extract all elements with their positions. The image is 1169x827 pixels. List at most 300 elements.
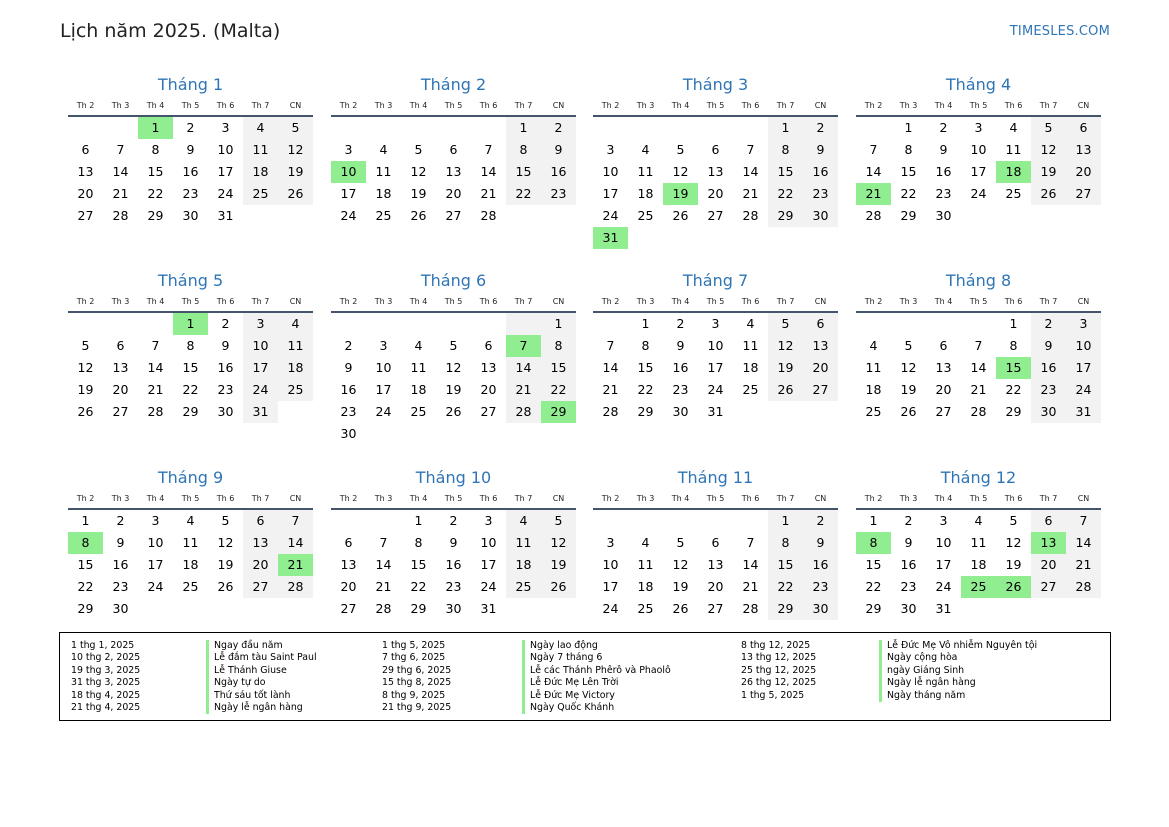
day-cell[interactable]: 15 bbox=[182, 360, 199, 375]
day-cell[interactable]: 16 bbox=[445, 557, 462, 572]
day-cell[interactable]: 22 bbox=[768, 576, 803, 598]
day-cell[interactable]: 2 bbox=[803, 117, 838, 139]
day-cell[interactable]: 3 bbox=[606, 142, 615, 157]
day-cell[interactable]: 3 bbox=[151, 513, 160, 528]
day-cell[interactable]: 12 bbox=[217, 535, 234, 550]
day-cell[interactable]: 1 bbox=[641, 316, 650, 331]
day-cell[interactable]: 12 bbox=[445, 360, 462, 375]
day-cell[interactable]: 14 bbox=[480, 164, 497, 179]
day-cell[interactable]: 11 bbox=[865, 360, 882, 375]
day-cell[interactable]: 22 bbox=[768, 183, 803, 205]
day-cell[interactable]: 16 bbox=[803, 161, 838, 183]
day-cell[interactable]: 24 bbox=[1066, 379, 1101, 401]
day-cell[interactable]: 26 bbox=[541, 576, 576, 598]
day-cell[interactable]: 28 bbox=[742, 601, 759, 616]
day-cell[interactable]: 26 bbox=[410, 208, 427, 223]
day-cell[interactable]: 16 bbox=[935, 164, 952, 179]
holiday-day-cell[interactable]: 1 bbox=[138, 117, 173, 139]
day-cell[interactable]: 23 bbox=[1031, 379, 1066, 401]
day-cell[interactable]: 9 bbox=[676, 338, 685, 353]
day-cell[interactable]: 24 bbox=[480, 579, 497, 594]
day-cell[interactable]: 1 bbox=[869, 513, 878, 528]
day-cell[interactable]: 13 bbox=[707, 164, 724, 179]
day-cell[interactable]: 13 bbox=[707, 557, 724, 572]
day-cell[interactable]: 29 bbox=[637, 404, 654, 419]
day-cell[interactable]: 16 bbox=[1031, 357, 1066, 379]
day-cell[interactable]: 19 bbox=[410, 186, 427, 201]
day-cell[interactable]: 16 bbox=[217, 360, 234, 375]
day-cell[interactable]: 2 bbox=[939, 120, 948, 135]
day-cell[interactable]: 17 bbox=[147, 557, 164, 572]
day-cell[interactable]: 4 bbox=[641, 535, 650, 550]
day-cell[interactable]: 2 bbox=[344, 338, 353, 353]
day-cell[interactable]: 4 bbox=[1009, 120, 1018, 135]
day-cell[interactable]: 24 bbox=[602, 208, 619, 223]
day-cell[interactable]: 5 bbox=[904, 338, 913, 353]
day-cell[interactable]: 11 bbox=[506, 532, 541, 554]
day-cell[interactable]: 3 bbox=[484, 513, 493, 528]
day-cell[interactable]: 6 bbox=[449, 142, 458, 157]
day-cell[interactable]: 13 bbox=[1066, 139, 1101, 161]
day-cell[interactable]: 30 bbox=[340, 426, 357, 441]
day-cell[interactable]: 30 bbox=[935, 208, 952, 223]
day-cell[interactable]: 28 bbox=[1066, 576, 1101, 598]
day-cell[interactable]: 17 bbox=[480, 557, 497, 572]
day-cell[interactable]: 8 bbox=[151, 142, 160, 157]
day-cell[interactable]: 24 bbox=[340, 208, 357, 223]
day-cell[interactable]: 12 bbox=[541, 532, 576, 554]
day-cell[interactable]: 26 bbox=[445, 404, 462, 419]
day-cell[interactable]: 19 bbox=[445, 382, 462, 397]
day-cell[interactable]: 3 bbox=[974, 120, 983, 135]
day-cell[interactable]: 26 bbox=[768, 379, 803, 401]
day-cell[interactable]: 11 bbox=[243, 139, 278, 161]
day-cell[interactable]: 1 bbox=[904, 120, 913, 135]
day-cell[interactable]: 15 bbox=[637, 360, 654, 375]
day-cell[interactable]: 24 bbox=[602, 601, 619, 616]
day-cell[interactable]: 11 bbox=[970, 535, 987, 550]
day-cell[interactable]: 5 bbox=[676, 535, 685, 550]
day-cell[interactable]: 3 bbox=[939, 513, 948, 528]
day-cell[interactable]: 5 bbox=[541, 510, 576, 532]
day-cell[interactable]: 21 bbox=[112, 186, 129, 201]
day-cell[interactable]: 10 bbox=[480, 535, 497, 550]
day-cell[interactable]: 7 bbox=[974, 338, 983, 353]
day-cell[interactable]: 27 bbox=[1066, 183, 1101, 205]
day-cell[interactable]: 25 bbox=[182, 579, 199, 594]
day-cell[interactable]: 28 bbox=[506, 401, 541, 423]
day-cell[interactable]: 2 bbox=[221, 316, 230, 331]
day-cell[interactable]: 24 bbox=[375, 404, 392, 419]
day-cell[interactable]: 3 bbox=[221, 120, 230, 135]
day-cell[interactable]: 13 bbox=[445, 164, 462, 179]
day-cell[interactable]: 29 bbox=[865, 601, 882, 616]
day-cell[interactable]: 29 bbox=[182, 404, 199, 419]
day-cell[interactable]: 8 bbox=[186, 338, 195, 353]
day-cell[interactable]: 12 bbox=[278, 139, 313, 161]
day-cell[interactable]: 26 bbox=[672, 601, 689, 616]
day-cell[interactable]: 30 bbox=[672, 404, 689, 419]
day-cell[interactable]: 13 bbox=[243, 532, 278, 554]
day-cell[interactable]: 27 bbox=[77, 208, 94, 223]
day-cell[interactable]: 25 bbox=[1005, 186, 1022, 201]
day-cell[interactable]: 26 bbox=[77, 404, 94, 419]
day-cell[interactable]: 9 bbox=[344, 360, 353, 375]
day-cell[interactable]: 17 bbox=[340, 186, 357, 201]
day-cell[interactable]: 7 bbox=[869, 142, 878, 157]
day-cell[interactable]: 12 bbox=[768, 335, 803, 357]
holiday-day-cell[interactable]: 31 bbox=[593, 227, 628, 249]
day-cell[interactable]: 8 bbox=[541, 335, 576, 357]
day-cell[interactable]: 18 bbox=[375, 186, 392, 201]
day-cell[interactable]: 9 bbox=[221, 338, 230, 353]
day-cell[interactable]: 11 bbox=[375, 164, 392, 179]
day-cell[interactable]: 9 bbox=[939, 142, 948, 157]
day-cell[interactable]: 19 bbox=[77, 382, 94, 397]
day-cell[interactable]: 9 bbox=[803, 532, 838, 554]
day-cell[interactable]: 19 bbox=[278, 161, 313, 183]
day-cell[interactable]: 20 bbox=[1031, 554, 1066, 576]
day-cell[interactable]: 23 bbox=[803, 183, 838, 205]
day-cell[interactable]: 14 bbox=[375, 557, 392, 572]
day-cell[interactable]: 18 bbox=[243, 161, 278, 183]
day-cell[interactable]: 17 bbox=[1066, 357, 1101, 379]
day-cell[interactable]: 16 bbox=[541, 161, 576, 183]
day-cell[interactable]: 28 bbox=[865, 208, 882, 223]
day-cell[interactable]: 29 bbox=[77, 601, 94, 616]
day-cell[interactable]: 1 bbox=[506, 117, 541, 139]
day-cell[interactable]: 20 bbox=[803, 357, 838, 379]
day-cell[interactable]: 17 bbox=[243, 357, 278, 379]
day-cell[interactable]: 5 bbox=[1009, 513, 1018, 528]
day-cell[interactable]: 13 bbox=[803, 335, 838, 357]
day-cell[interactable]: 10 bbox=[243, 335, 278, 357]
day-cell[interactable]: 19 bbox=[217, 557, 234, 572]
day-cell[interactable]: 14 bbox=[742, 164, 759, 179]
day-cell[interactable]: 23 bbox=[935, 186, 952, 201]
day-cell[interactable]: 4 bbox=[974, 513, 983, 528]
day-cell[interactable]: 2 bbox=[676, 316, 685, 331]
day-cell[interactable]: 18 bbox=[182, 557, 199, 572]
day-cell[interactable]: 4 bbox=[278, 313, 313, 335]
day-cell[interactable]: 25 bbox=[375, 208, 392, 223]
day-cell[interactable]: 31 bbox=[217, 208, 234, 223]
day-cell[interactable]: 21 bbox=[602, 382, 619, 397]
day-cell[interactable]: 21 bbox=[1066, 554, 1101, 576]
day-cell[interactable]: 18 bbox=[506, 554, 541, 576]
day-cell[interactable]: 18 bbox=[637, 186, 654, 201]
day-cell[interactable]: 16 bbox=[672, 360, 689, 375]
day-cell[interactable]: 5 bbox=[768, 313, 803, 335]
day-cell[interactable]: 23 bbox=[900, 579, 917, 594]
day-cell[interactable]: 8 bbox=[768, 532, 803, 554]
day-cell[interactable]: 1 bbox=[541, 313, 576, 335]
day-cell[interactable]: 1 bbox=[81, 513, 90, 528]
day-cell[interactable]: 22 bbox=[541, 379, 576, 401]
day-cell[interactable]: 9 bbox=[186, 142, 195, 157]
day-cell[interactable]: 16 bbox=[340, 382, 357, 397]
day-cell[interactable]: 21 bbox=[480, 186, 497, 201]
day-cell[interactable]: 21 bbox=[970, 382, 987, 397]
day-cell[interactable]: 15 bbox=[768, 554, 803, 576]
day-cell[interactable]: 4 bbox=[379, 142, 388, 157]
day-cell[interactable]: 2 bbox=[449, 513, 458, 528]
day-cell[interactable]: 12 bbox=[77, 360, 94, 375]
day-cell[interactable]: 2 bbox=[186, 120, 195, 135]
day-cell[interactable]: 23 bbox=[541, 183, 576, 205]
day-cell[interactable]: 2 bbox=[904, 513, 913, 528]
day-cell[interactable]: 13 bbox=[340, 557, 357, 572]
day-cell[interactable]: 25 bbox=[865, 404, 882, 419]
day-cell[interactable]: 14 bbox=[742, 557, 759, 572]
holiday-day-cell[interactable]: 1 bbox=[173, 313, 208, 335]
day-cell[interactable]: 22 bbox=[637, 382, 654, 397]
day-cell[interactable]: 30 bbox=[803, 205, 838, 227]
day-cell[interactable]: 25 bbox=[637, 208, 654, 223]
day-cell[interactable]: 4 bbox=[641, 142, 650, 157]
day-cell[interactable]: 6 bbox=[344, 535, 353, 550]
day-cell[interactable]: 11 bbox=[182, 535, 199, 550]
day-cell[interactable]: 30 bbox=[182, 208, 199, 223]
day-cell[interactable]: 7 bbox=[151, 338, 160, 353]
day-cell[interactable]: 12 bbox=[900, 360, 917, 375]
day-cell[interactable]: 7 bbox=[746, 535, 755, 550]
day-cell[interactable]: 9 bbox=[904, 535, 913, 550]
holiday-day-cell[interactable]: 8 bbox=[856, 532, 891, 554]
day-cell[interactable]: 4 bbox=[869, 338, 878, 353]
day-cell[interactable]: 6 bbox=[939, 338, 948, 353]
day-cell[interactable]: 29 bbox=[410, 601, 427, 616]
day-cell[interactable]: 15 bbox=[147, 164, 164, 179]
day-cell[interactable]: 23 bbox=[672, 382, 689, 397]
day-cell[interactable]: 15 bbox=[865, 557, 882, 572]
day-cell[interactable]: 30 bbox=[1031, 401, 1066, 423]
day-cell[interactable]: 29 bbox=[147, 208, 164, 223]
day-cell[interactable]: 18 bbox=[410, 382, 427, 397]
day-cell[interactable]: 13 bbox=[480, 360, 497, 375]
day-cell[interactable]: 15 bbox=[506, 161, 541, 183]
day-cell[interactable]: 22 bbox=[900, 186, 917, 201]
day-cell[interactable]: 28 bbox=[112, 208, 129, 223]
day-cell[interactable]: 17 bbox=[217, 164, 234, 179]
holiday-day-cell[interactable]: 21 bbox=[278, 554, 313, 576]
day-cell[interactable]: 5 bbox=[278, 117, 313, 139]
day-cell[interactable]: 3 bbox=[1066, 313, 1101, 335]
day-cell[interactable]: 10 bbox=[970, 142, 987, 157]
day-cell[interactable]: 11 bbox=[637, 164, 654, 179]
day-cell[interactable]: 9 bbox=[449, 535, 458, 550]
day-cell[interactable]: 10 bbox=[707, 338, 724, 353]
day-cell[interactable]: 25 bbox=[637, 601, 654, 616]
day-cell[interactable]: 27 bbox=[340, 601, 357, 616]
day-cell[interactable]: 17 bbox=[602, 186, 619, 201]
day-cell[interactable]: 24 bbox=[243, 379, 278, 401]
day-cell[interactable]: 20 bbox=[935, 382, 952, 397]
day-cell[interactable]: 1 bbox=[768, 117, 803, 139]
holiday-day-cell[interactable]: 21 bbox=[856, 183, 891, 205]
day-cell[interactable]: 25 bbox=[742, 382, 759, 397]
day-cell[interactable]: 17 bbox=[935, 557, 952, 572]
day-cell[interactable]: 20 bbox=[77, 186, 94, 201]
day-cell[interactable]: 9 bbox=[1031, 335, 1066, 357]
day-cell[interactable]: 6 bbox=[1066, 117, 1101, 139]
day-cell[interactable]: 21 bbox=[506, 379, 541, 401]
day-cell[interactable]: 30 bbox=[445, 601, 462, 616]
day-cell[interactable]: 6 bbox=[81, 142, 90, 157]
day-cell[interactable]: 10 bbox=[935, 535, 952, 550]
day-cell[interactable]: 23 bbox=[445, 579, 462, 594]
day-cell[interactable]: 2 bbox=[541, 117, 576, 139]
day-cell[interactable]: 10 bbox=[602, 557, 619, 572]
day-cell[interactable]: 5 bbox=[221, 513, 230, 528]
day-cell[interactable]: 3 bbox=[711, 316, 720, 331]
day-cell[interactable]: 29 bbox=[1005, 404, 1022, 419]
day-cell[interactable]: 27 bbox=[707, 208, 724, 223]
day-cell[interactable]: 11 bbox=[278, 335, 313, 357]
day-cell[interactable]: 7 bbox=[484, 142, 493, 157]
day-cell[interactable]: 18 bbox=[637, 579, 654, 594]
day-cell[interactable]: 27 bbox=[445, 208, 462, 223]
day-cell[interactable]: 5 bbox=[81, 338, 90, 353]
day-cell[interactable]: 19 bbox=[900, 382, 917, 397]
day-cell[interactable]: 12 bbox=[410, 164, 427, 179]
holiday-day-cell[interactable]: 25 bbox=[961, 576, 996, 598]
day-cell[interactable]: 8 bbox=[641, 338, 650, 353]
day-cell[interactable]: 20 bbox=[340, 579, 357, 594]
day-cell[interactable]: 20 bbox=[707, 579, 724, 594]
day-cell[interactable]: 1 bbox=[414, 513, 423, 528]
day-cell[interactable]: 13 bbox=[77, 164, 94, 179]
day-cell[interactable]: 19 bbox=[1031, 161, 1066, 183]
day-cell[interactable]: 12 bbox=[672, 164, 689, 179]
day-cell[interactable]: 25 bbox=[278, 379, 313, 401]
day-cell[interactable]: 19 bbox=[672, 579, 689, 594]
day-cell[interactable]: 27 bbox=[112, 404, 129, 419]
day-cell[interactable]: 8 bbox=[506, 139, 541, 161]
day-cell[interactable]: 18 bbox=[970, 557, 987, 572]
day-cell[interactable]: 19 bbox=[768, 357, 803, 379]
holiday-day-cell[interactable]: 8 bbox=[68, 532, 103, 554]
day-cell[interactable]: 11 bbox=[410, 360, 427, 375]
day-cell[interactable]: 14 bbox=[602, 360, 619, 375]
day-cell[interactable]: 13 bbox=[112, 360, 129, 375]
day-cell[interactable]: 18 bbox=[865, 382, 882, 397]
day-cell[interactable]: 15 bbox=[768, 161, 803, 183]
day-cell[interactable]: 22 bbox=[1005, 382, 1022, 397]
day-cell[interactable]: 8 bbox=[414, 535, 423, 550]
day-cell[interactable]: 4 bbox=[243, 117, 278, 139]
day-cell[interactable]: 11 bbox=[637, 557, 654, 572]
day-cell[interactable]: 12 bbox=[672, 557, 689, 572]
day-cell[interactable]: 5 bbox=[676, 142, 685, 157]
day-cell[interactable]: 27 bbox=[707, 601, 724, 616]
day-cell[interactable]: 16 bbox=[803, 554, 838, 576]
day-cell[interactable]: 30 bbox=[112, 601, 129, 616]
day-cell[interactable]: 4 bbox=[186, 513, 195, 528]
site-link[interactable]: TIMESLES.COM bbox=[1009, 24, 1110, 39]
day-cell[interactable]: 10 bbox=[602, 164, 619, 179]
day-cell[interactable]: 23 bbox=[182, 186, 199, 201]
day-cell[interactable]: 1 bbox=[768, 510, 803, 532]
day-cell[interactable]: 9 bbox=[116, 535, 125, 550]
day-cell[interactable]: 16 bbox=[112, 557, 129, 572]
day-cell[interactable]: 10 bbox=[217, 142, 234, 157]
day-cell[interactable]: 3 bbox=[243, 313, 278, 335]
day-cell[interactable]: 7 bbox=[379, 535, 388, 550]
day-cell[interactable]: 2 bbox=[1031, 313, 1066, 335]
day-cell[interactable]: 21 bbox=[147, 382, 164, 397]
day-cell[interactable]: 22 bbox=[506, 183, 541, 205]
day-cell[interactable]: 26 bbox=[278, 183, 313, 205]
day-cell[interactable]: 30 bbox=[900, 601, 917, 616]
day-cell[interactable]: 11 bbox=[1005, 142, 1022, 157]
day-cell[interactable]: 31 bbox=[480, 601, 497, 616]
day-cell[interactable]: 2 bbox=[116, 513, 125, 528]
day-cell[interactable]: 14 bbox=[506, 357, 541, 379]
day-cell[interactable]: 6 bbox=[711, 142, 720, 157]
day-cell[interactable]: 20 bbox=[243, 554, 278, 576]
day-cell[interactable]: 4 bbox=[506, 510, 541, 532]
day-cell[interactable]: 14 bbox=[970, 360, 987, 375]
day-cell[interactable]: 10 bbox=[1066, 335, 1101, 357]
day-cell[interactable]: 10 bbox=[147, 535, 164, 550]
day-cell[interactable]: 27 bbox=[480, 404, 497, 419]
day-cell[interactable]: 25 bbox=[243, 183, 278, 205]
day-cell[interactable]: 15 bbox=[410, 557, 427, 572]
day-cell[interactable]: 23 bbox=[803, 576, 838, 598]
day-cell[interactable]: 28 bbox=[480, 208, 497, 223]
day-cell[interactable]: 19 bbox=[1005, 557, 1022, 572]
day-cell[interactable]: 14 bbox=[865, 164, 882, 179]
day-cell[interactable]: 26 bbox=[217, 579, 234, 594]
day-cell[interactable]: 23 bbox=[217, 382, 234, 397]
day-cell[interactable]: 1 bbox=[1009, 316, 1018, 331]
day-cell[interactable]: 22 bbox=[865, 579, 882, 594]
day-cell[interactable]: 26 bbox=[672, 208, 689, 223]
day-cell[interactable]: 3 bbox=[379, 338, 388, 353]
day-cell[interactable]: 21 bbox=[742, 579, 759, 594]
day-cell[interactable]: 8 bbox=[1009, 338, 1018, 353]
day-cell[interactable]: 14 bbox=[278, 532, 313, 554]
day-cell[interactable]: 20 bbox=[112, 382, 129, 397]
holiday-day-cell[interactable]: 13 bbox=[1031, 532, 1066, 554]
holiday-day-cell[interactable]: 10 bbox=[331, 161, 366, 183]
holiday-day-cell[interactable]: 26 bbox=[996, 576, 1031, 598]
day-cell[interactable]: 14 bbox=[147, 360, 164, 375]
day-cell[interactable]: 22 bbox=[77, 579, 94, 594]
day-cell[interactable]: 4 bbox=[746, 316, 755, 331]
day-cell[interactable]: 28 bbox=[375, 601, 392, 616]
day-cell[interactable]: 24 bbox=[147, 579, 164, 594]
day-cell[interactable]: 31 bbox=[1066, 401, 1101, 423]
day-cell[interactable]: 19 bbox=[541, 554, 576, 576]
day-cell[interactable]: 29 bbox=[768, 598, 803, 620]
day-cell[interactable]: 15 bbox=[77, 557, 94, 572]
day-cell[interactable]: 29 bbox=[900, 208, 917, 223]
day-cell[interactable]: 12 bbox=[1031, 139, 1066, 161]
day-cell[interactable]: 16 bbox=[182, 164, 199, 179]
day-cell[interactable]: 25 bbox=[410, 404, 427, 419]
day-cell[interactable]: 31 bbox=[707, 404, 724, 419]
day-cell[interactable]: 27 bbox=[1031, 576, 1066, 598]
holiday-day-cell[interactable]: 19 bbox=[663, 183, 698, 205]
day-cell[interactable]: 4 bbox=[414, 338, 423, 353]
day-cell[interactable]: 10 bbox=[375, 360, 392, 375]
day-cell[interactable]: 20 bbox=[480, 382, 497, 397]
day-cell[interactable]: 13 bbox=[935, 360, 952, 375]
day-cell[interactable]: 17 bbox=[707, 360, 724, 375]
day-cell[interactable]: 21 bbox=[375, 579, 392, 594]
